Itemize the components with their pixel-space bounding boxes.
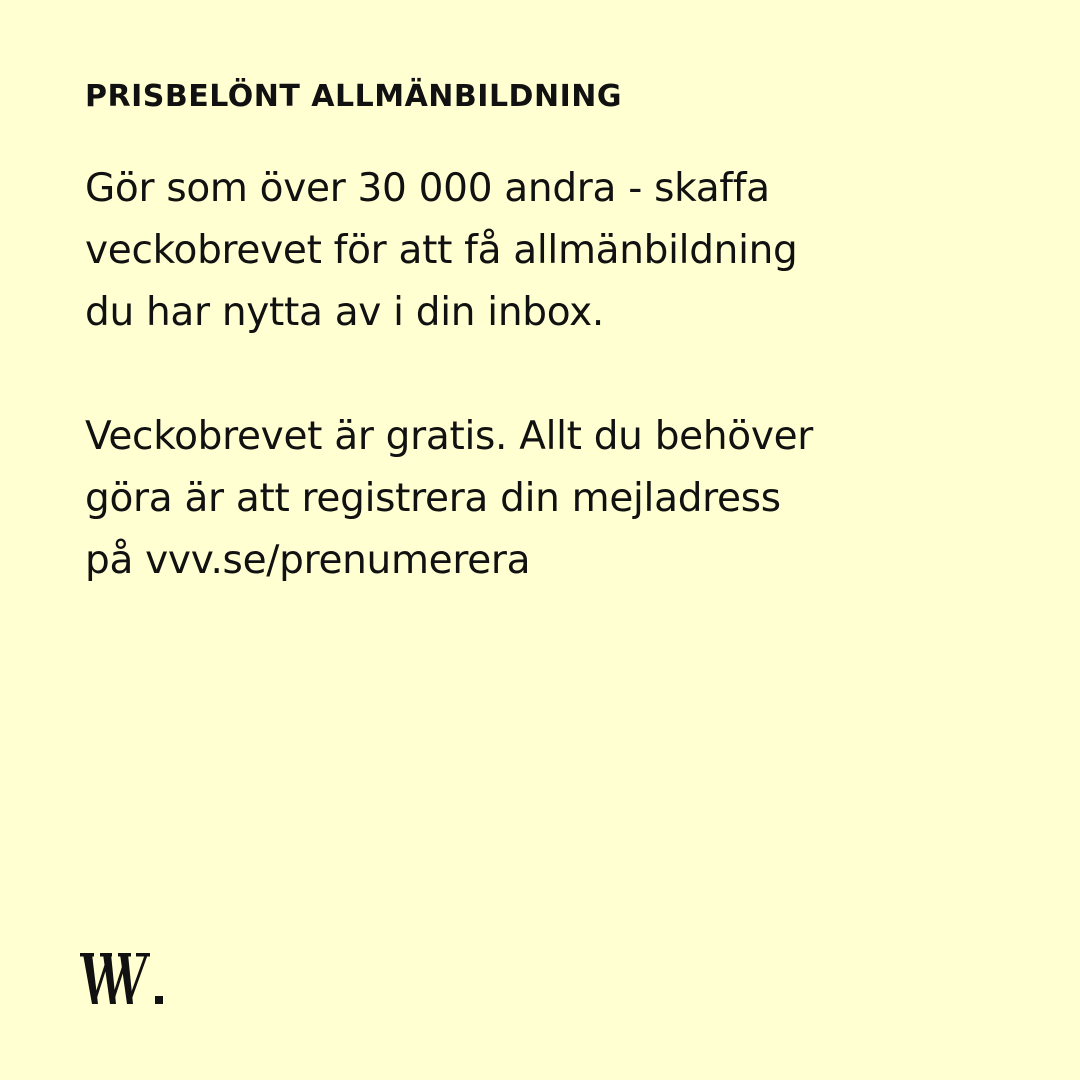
main-text: [85, 158, 1045, 592]
ww-monogram-logo: [78, 948, 174, 1012]
cta-paragraph: Veckobrevet är gratis. Allt du behöver göra är att registrera din mejladress på vvv.se/prenumerera: [85, 414, 814, 583]
kicker-heading: PRISBELÖNT ALLMÄNBILDNING: [85, 79, 622, 114]
intro-paragraph: Gör som över 30 000 andra - skaffa veckobrevet för att få allmänbildning du har nytta av i din inbox.: [85, 166, 798, 335]
